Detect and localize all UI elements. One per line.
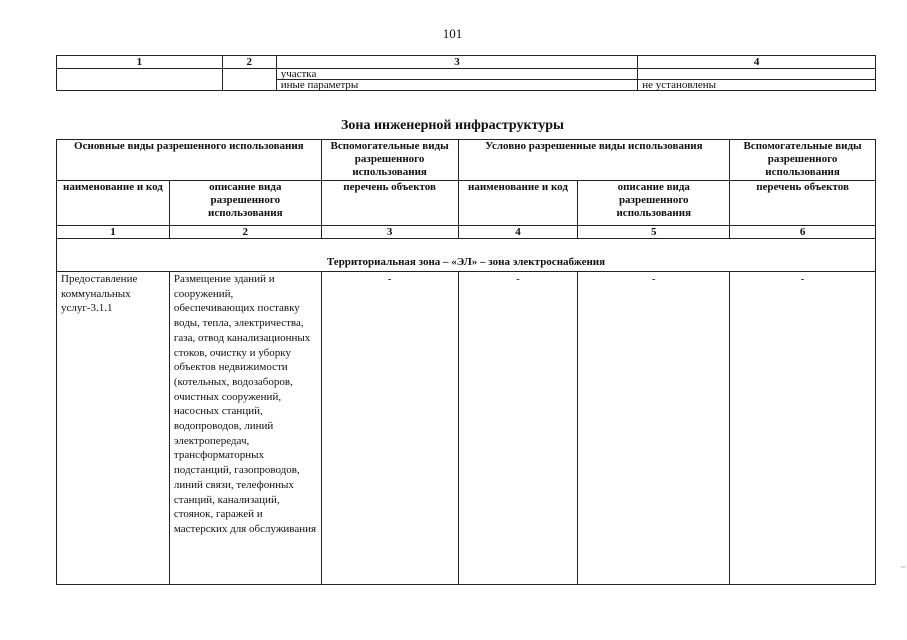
table-cell: - [321,272,458,585]
column-number: 4 [458,226,578,239]
header-objects-list: перечень объектов [321,181,458,226]
column-number: 6 [730,226,876,239]
header-basic-uses: Основные виды разрешенного использования [57,140,322,181]
table-cell [57,69,223,91]
territorial-zone-row [57,239,876,272]
continuation-table [56,55,876,91]
column-number: 5 [578,226,730,239]
use-description: Размещение зданий и сооружений, обеспечивающих поставку воды, тепла, электричества, газа, отвод канализационных стоков, очистку и уборку объектов недвижимости (котельных, водозаборов, очистных сооружений, насосных станций, водопроводов, линий электропередач, трансформаторных подстанций, газопроводов, линий связи, телефонных станций, канализаций, стоянок, гаражей и мастерских для обслуживания [169,272,321,585]
table-cell: участка [276,69,638,80]
column-number-row [57,226,876,239]
header-auxiliary-uses-2: Вспомогательные виды разрешенного использования [730,140,876,181]
territorial-zone-title: Территориальная зона – «ЭЛ» – зона электроснабжения [57,239,876,272]
table-row [57,272,876,585]
column-number: 3 [321,226,458,239]
column-number: 1 [57,56,223,69]
table-row [57,69,876,80]
header-objects-list-2: перечень объектов [730,181,876,226]
scan-margin-mark: ⁞ [899,566,907,568]
zoning-table [56,139,876,585]
column-number: 3 [276,56,638,69]
column-number: 2 [222,56,276,69]
header-conditional-uses: Условно разрешенные виды использования [458,140,730,181]
table-cell: - [578,272,730,585]
table-header-row [57,56,876,69]
header-description: описание вида разрешенного использования [169,181,321,226]
header-auxiliary-uses: Вспомогательные виды разрешенного использования [321,140,458,181]
header-description-2: описание вида разрешенного использования [578,181,730,226]
use-name-code: Предоставление коммунальных услуг-3.1.1 [57,272,170,585]
page-number: 101 [442,26,463,41]
table-cell: - [458,272,578,585]
column-number: 2 [169,226,321,239]
table-cell [638,69,876,80]
sub-header-row [57,181,876,226]
header-name-code: наименование и код [57,181,170,226]
table-cell: - [730,272,876,585]
table-cell [222,69,276,91]
header-name-code-2: наименование и код [458,181,578,226]
zone-title: Зона инженерной инфраструктуры [341,118,564,133]
table-cell: иные параметры [276,80,638,91]
column-number: 1 [57,226,170,239]
group-header-row [57,140,876,181]
table-cell: не установлены [638,80,876,91]
column-number: 4 [638,56,876,69]
